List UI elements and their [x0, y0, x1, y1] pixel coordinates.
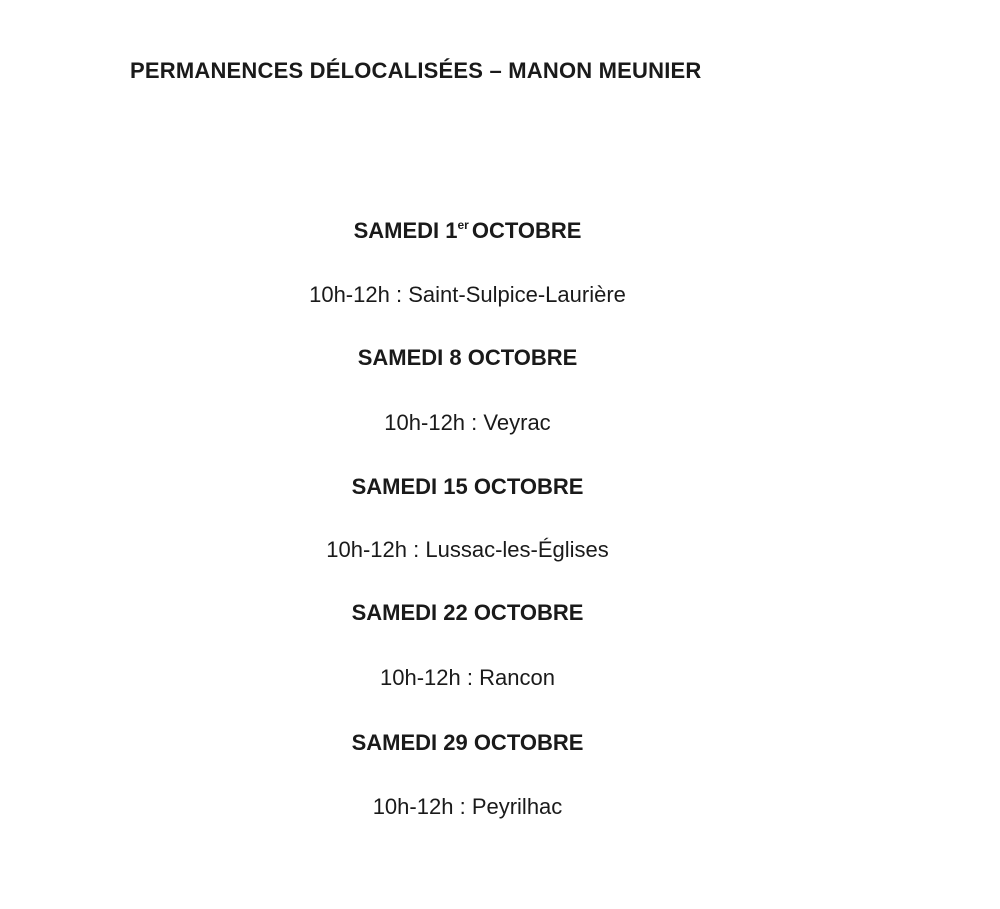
slot-separator: : — [466, 665, 474, 690]
slot-separator: : — [459, 794, 466, 819]
slot-time: 10h-12h — [384, 410, 466, 435]
slot-time: 10h-12h — [380, 665, 461, 690]
slot-separator: : — [471, 410, 478, 435]
slot-place: Peyrilhac — [471, 794, 563, 819]
time-slot — [0, 665, 935, 691]
time-slot — [0, 282, 935, 308]
date-heading — [0, 600, 935, 626]
ordinal-suffix: er — [457, 218, 469, 232]
slot-time: 10h-12h — [309, 282, 390, 307]
date-heading-month: OCTOBRE — [471, 218, 582, 243]
date-heading — [0, 474, 935, 500]
slot-time: 10h-12h — [372, 794, 454, 819]
date-heading — [0, 345, 935, 371]
date-heading — [0, 218, 935, 244]
slot-place: Saint-Sulpice-Laurière — [408, 282, 626, 307]
slot-place: Rancon — [479, 665, 555, 690]
date-heading-text: SAMEDI 22 OCTOBRE — [351, 600, 584, 625]
time-slot — [0, 794, 935, 820]
slot-time: 10h-12h — [326, 537, 407, 562]
slot-separator: : — [413, 537, 420, 562]
date-heading — [0, 730, 935, 756]
slot-separator: : — [395, 282, 403, 307]
time-slot — [0, 537, 935, 563]
date-heading-day: SAMEDI 1 — [353, 218, 458, 243]
page-title: PERMANENCES DÉLOCALISÉES – MANON MEUNIER — [130, 58, 702, 83]
date-heading-text: SAMEDI 15 OCTOBRE — [351, 474, 584, 499]
date-heading-text: SAMEDI 29 OCTOBRE — [351, 730, 584, 755]
time-slot — [0, 410, 935, 436]
slot-place: Lussac-les-Églises — [425, 537, 609, 562]
date-heading-text: SAMEDI 8 OCTOBRE — [357, 345, 578, 370]
slot-place: Veyrac — [483, 410, 551, 435]
